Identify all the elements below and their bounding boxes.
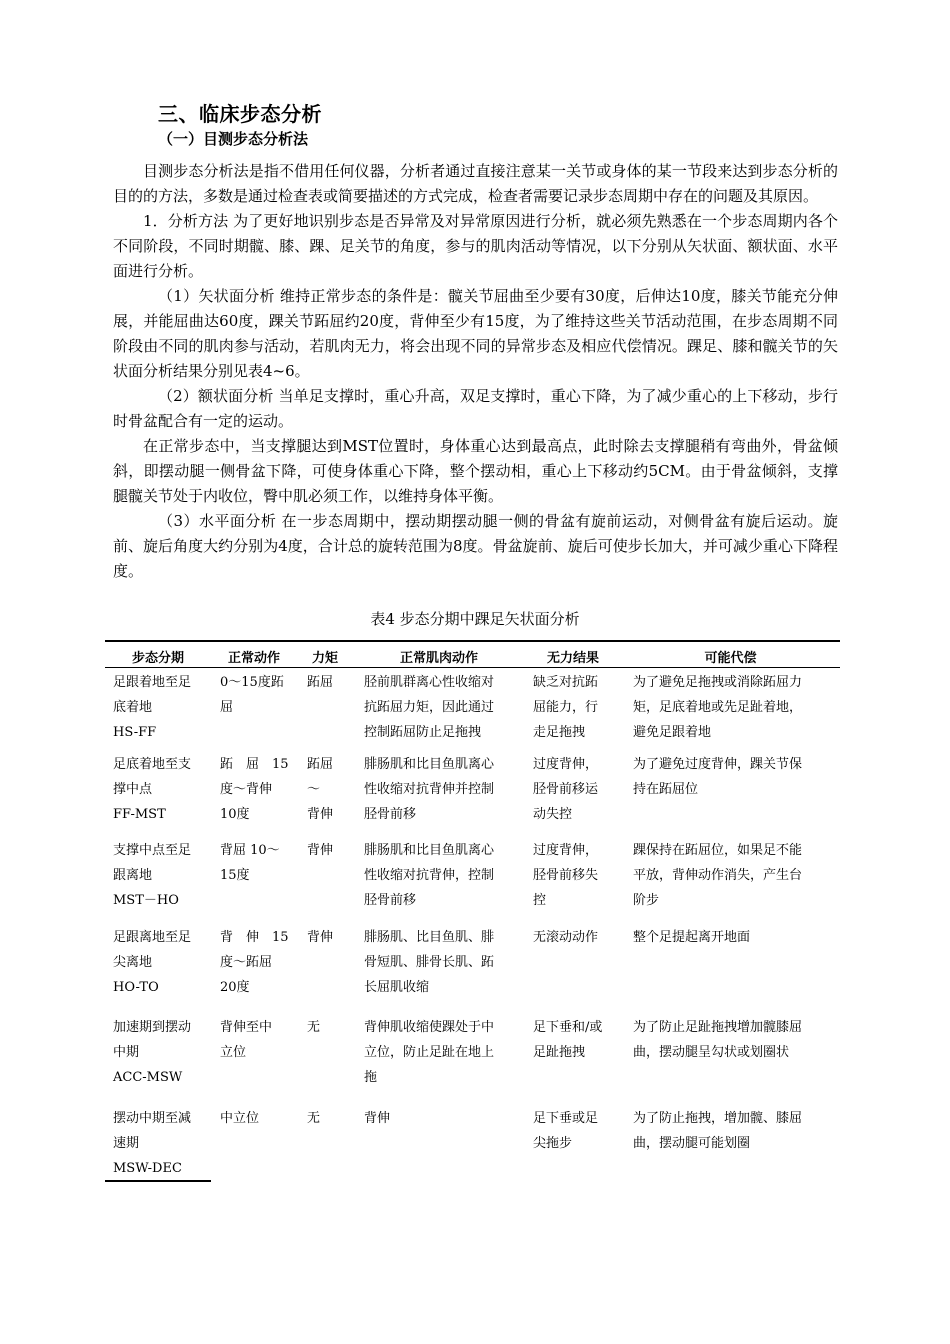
cell-phase: 中期 [113, 1045, 140, 1060]
cell-torque: 背伸 [307, 930, 334, 945]
column-header-phase: 步态分期 [131, 651, 184, 666]
subsection-heading: （一）目测步态分析法 [158, 130, 309, 148]
cell-motion: 背伸至中 [220, 1020, 273, 1035]
cell-compensation: 持在跖屈位 [633, 782, 699, 797]
cell-weakness: 足下垂和/或 [533, 1020, 603, 1035]
cell-motion: 跖 屈 15 [220, 757, 289, 772]
cell-motion: 度～背伸 [220, 782, 273, 797]
cell-motion: 立位 [220, 1045, 247, 1060]
cell-muscle: 胫前肌群离心性收缩对 [364, 675, 495, 690]
cell-muscle: 胫骨前移 [364, 893, 417, 908]
cell-muscle: 立位，防止足趾在地上 [364, 1045, 495, 1060]
cell-muscle: 腓肠肌、比目鱼肌、腓 [364, 930, 495, 945]
cell-motion: 15度 [220, 868, 250, 883]
cell-phase: 摆动中期至减 [113, 1111, 192, 1126]
cell-compensation: 为了防止足趾拖拽增加髋膝屈 [633, 1020, 803, 1035]
section-heading: 三、临床步态分析 [158, 102, 322, 126]
column-header-motion: 正常动作 [227, 651, 280, 666]
cell-muscle: 背伸肌收缩使踝处于中 [364, 1020, 495, 1035]
table-top-rule [105, 640, 840, 642]
cell-torque: 跖屈 [307, 675, 334, 690]
cell-torque: 背伸 [307, 843, 334, 858]
table-header-rule [105, 667, 840, 668]
cell-compensation: 阶步 [633, 893, 660, 908]
cell-muscle: 性收缩对抗背伸并控制 [364, 782, 495, 797]
cell-compensation: 曲，摆动腿呈勾状或划圈状 [633, 1045, 790, 1060]
cell-phase: 足跟着地至足 [113, 675, 192, 690]
cell-motion: 屈 [220, 700, 234, 715]
cell-phase: HS-FF [113, 725, 157, 740]
cell-weakness: 过度背伸， [533, 757, 599, 772]
cell-torque: 背伸 [307, 807, 334, 822]
cell-compensation: 为了防止拖拽，增加髋、膝屈 [633, 1111, 803, 1126]
paragraph: （2）额状面分析 当单足支撑时，重心升高，双足支撑时，重心下降，为了减少重心的上下移动，步行时骨盆配合有一定的运动。 [113, 387, 838, 430]
cell-phase: 跟离地 [113, 868, 153, 883]
cell-phase: 底着地 [113, 700, 153, 715]
cell-phase: 速期 [113, 1136, 140, 1151]
cell-weakness: 屈能力，行 [533, 700, 599, 715]
cell-muscle: 腓肠肌和比目鱼肌离心 [364, 843, 495, 858]
cell-weakness: 缺乏对抗跖 [533, 675, 599, 690]
column-header-muscle: 正常肌肉动作 [399, 651, 478, 666]
paragraph: 在正常步态中，当支撑腿达到MST位置时，身体重心达到最高点，此时除去支撑腿稍有弯曲外，骨盆倾斜，即摆动腿一侧骨盆下降，可使身体重心下降，整个摆动相，重心上下移动约5CM。由于骨盆倾斜，支撑腿髋关节处于内收位，臀中肌必须工作，以维持身体平衡。 [113, 437, 838, 505]
cell-torque: 无 [307, 1111, 321, 1126]
cell-torque: 跖屈 [307, 757, 334, 772]
cell-weakness: 无滚动动作 [533, 930, 599, 945]
column-header-compensation: 可能代偿 [704, 651, 757, 666]
cell-weakness: 控 [533, 893, 547, 908]
cell-weakness: 足下垂或足 [533, 1111, 599, 1126]
cell-torque: 无 [307, 1020, 321, 1035]
cell-motion: 20度 [220, 980, 250, 995]
body-text [113, 159, 838, 584]
paragraph: 1．分析方法 为了更好地识别步态是否异常及对异常原因进行分析，就必须先熟悉在一个步态周期内各个不同阶段，不同时期髋、膝、踝、足关节的角度，参与的肌肉活动等情况，以下分别从矢状面、额状面、水平面进行分析。 [113, 212, 838, 280]
cell-compensation: 整个足提起离开地面 [633, 930, 751, 945]
cell-phase: 足跟离地至足 [113, 930, 192, 945]
paragraph: 目测步态分析法是指不借用任何仪器，分析者通过直接注意某一关节或身体的某一节段来达到步态分析的目的的方法，多数是通过检查表或简要描述的方式完成，检查者需要记录步态周期中存在的问题及其原因。 [113, 162, 838, 205]
cell-muscle: 腓肠肌和比目鱼肌离心 [364, 757, 495, 772]
cell-muscle: 胫骨前移 [364, 807, 417, 822]
cell-weakness: 走足拖拽 [533, 725, 586, 740]
cell-motion: 10度 [220, 807, 250, 822]
cell-phase: 足底着地至支 [113, 757, 192, 772]
cell-muscle: 骨短肌、腓骨长肌、跖 [364, 955, 495, 970]
cell-compensation: 为了避免足拖拽或消除跖屈力 [633, 675, 803, 690]
cell-muscle: 性收缩对抗背伸，控制 [364, 868, 495, 883]
cell-motion: 中立位 [220, 1111, 260, 1126]
cell-compensation: 避免足跟着地 [633, 725, 712, 740]
cell-muscle: 抗跖屈力矩，因此通过 [364, 700, 495, 715]
cell-phase: MSW-DEC [113, 1161, 182, 1176]
cell-phase: 撑中点 [113, 782, 153, 797]
cell-compensation: 为了避免过度背伸，踝关节保 [633, 757, 803, 772]
cell-motion: 背屈 10～ [220, 843, 280, 858]
cell-motion: 0～15度跖 [220, 675, 284, 690]
cell-weakness: 足趾拖拽 [533, 1045, 586, 1060]
column-header-weakness: 无力结果 [546, 651, 599, 666]
cell-compensation: 曲，摆动腿可能划圈 [633, 1136, 751, 1151]
cell-phase: 支撑中点至足 [113, 843, 192, 858]
cell-phase: FF-MST [113, 807, 166, 822]
cell-muscle: 长屈肌收缩 [364, 980, 430, 995]
cell-phase: HO-TO [113, 980, 159, 995]
cell-torque: ～ [307, 782, 321, 797]
column-header-torque: 力矩 [311, 651, 338, 666]
cell-weakness: 胫骨前移运 [533, 782, 599, 797]
cell-weakness: 尖拖步 [533, 1136, 573, 1151]
cell-weakness: 动失控 [533, 807, 573, 822]
cell-weakness: 过度背伸， [533, 843, 599, 858]
cell-muscle: 背伸 [364, 1111, 391, 1126]
cell-muscle: 控制跖屈防止足拖拽 [364, 725, 482, 740]
cell-phase: ACC-MSW [113, 1070, 183, 1085]
cell-phase: 尖离地 [113, 955, 153, 970]
table-caption: 表4 步态分期中踝足矢状面分析 [370, 610, 580, 628]
cell-phase: 加速期到摆动 [113, 1020, 192, 1035]
cell-compensation: 矩，足底着地或先足趾着地， [633, 700, 803, 715]
cell-compensation: 平放，背伸动作消失，产生台 [633, 868, 803, 883]
cell-compensation: 踝保持在跖屈位，如果足不能 [633, 843, 803, 858]
cell-weakness: 胫骨前移失 [533, 868, 599, 883]
cell-phase: MST－HO [113, 893, 179, 908]
paragraph: （1）矢状面分析 维持正常步态的条件是：髋关节屈曲至少要有30度，后伸达10度，膝关节能充分伸展，并能屈曲达60度，踝关节跖屈约20度，背伸至少有15度，为了维持这些关节活动范围，在步态周期不同阶段由不同的肌肉参与活动，若肌肉无力，将会出现不同的异常步态及相应代偿情况。踝足、膝和髋关节的矢状面分析结果分别见表4~6。 [113, 287, 838, 380]
cell-muscle: 拖 [364, 1070, 378, 1085]
paragraph: （3）水平面分析 在一步态周期中，摆动期摆动腿一侧的骨盆有旋前运动，对侧骨盆有旋后运动。旋前、旋后角度大约分别为4度，合计总的旋转范围为8度。骨盆旋前、旋后可使步长加大，并可减少重心下降程度。 [113, 512, 838, 580]
cell-motion: 背 伸 15 [220, 930, 289, 945]
cell-motion: 度～跖屈 [220, 955, 273, 970]
